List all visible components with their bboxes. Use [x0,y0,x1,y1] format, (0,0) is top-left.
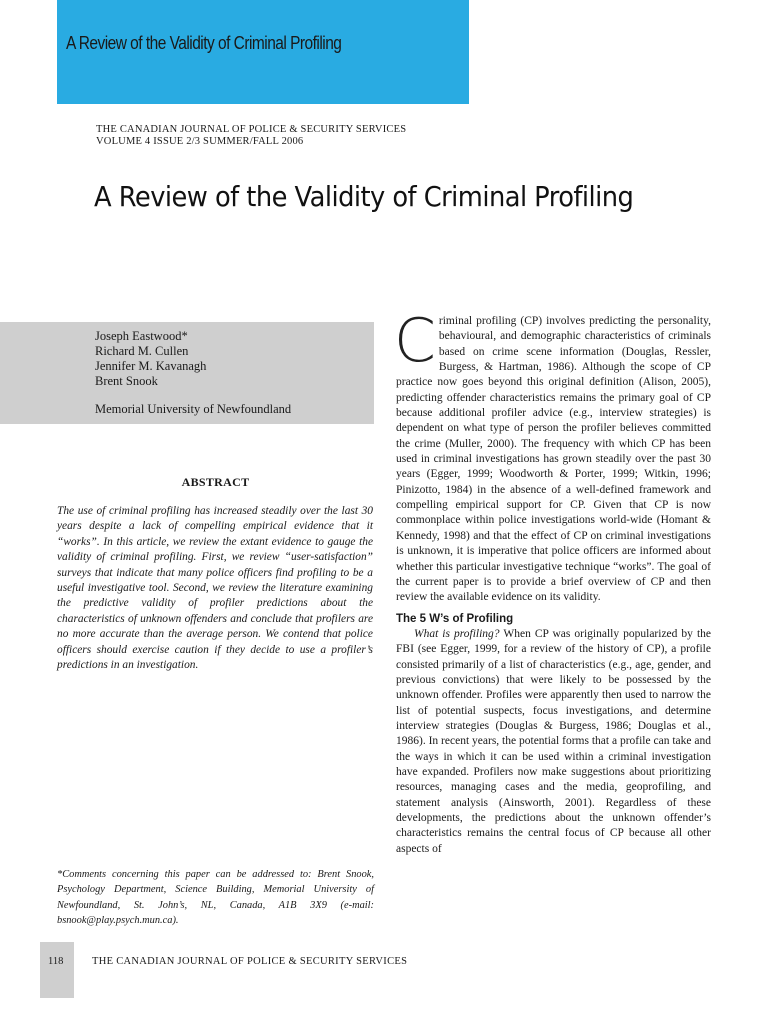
footer-page-box [40,942,74,998]
section-heading: The 5 W’s of Profiling [396,612,514,625]
footer-journal-name: THE CANADIAN JOURNAL OF POLICE & SECURITY SERVICES [92,956,408,967]
page-number: 118 [48,956,64,967]
author-name: Jennifer M. Kavanagh [95,359,207,373]
author-box [0,322,374,424]
author-name: Brent Snook [95,374,158,388]
running-title: A Review of the Validity of Criminal Profiling [66,33,342,53]
section-paragraph [396,627,711,857]
abstract-heading: ABSTRACT [181,475,250,489]
article-title: A Review of the Validity of Criminal Profiling [94,180,634,213]
journal-name: THE CANADIAN JOURNAL OF POLICE & SECURITY SERVICES [96,124,407,135]
author-name: Richard M. Cullen [95,344,189,358]
journal-info [96,124,406,148]
run-in-heading: What is profiling? [414,627,500,640]
journal-issue: VOLUME 4 ISSUE 2/3 SUMMER/FALL 2006 [96,136,304,147]
affiliation: Memorial University of Newfoundland [95,402,292,416]
abstract-text: The use of criminal profiling has increased steadily over the last 30 years despite a lack of compelling empirical evidence that it “works”. In this article, we review the extant evidence to gauge the validity of criminal profiling. First, we review “user-satisfaction” surveys that indicate that many police officers find profiling to be a useful investigative tool. Second, we review the literature examining the predictive validity of profiler predictions about the characteristics of unknown offenders and conclude that profilers are no more accurate than the average person. We contend that police officers should exercise caution if they decide to use a profiler’s predictions in an investigation. [57,505,373,672]
header-banner [57,0,469,104]
drop-cap: C [394,306,436,376]
section-text: When CP was originally popularized by the FBI (see Egger, 1999, for a review of the history of CP), a profile consisted primarily of a list of characteristics (e.g., age, gender, and previous convictions) that were likely to be possessed by the unknown offender. Profiles were apparently then used to narrow the list of potential suspects, focus investigations, and determine interview strategies (Douglas & Burgess, 1986; Douglas et al., 1986). In recent years, the potential forms that a profile can take and the ways in which it can be used within a criminal investigation have expanded. Profilers now make suggestions about prioritizing resources, managing cases and the media, geoprofiling, and statement analysis (Ainsworth, 2001). Regardless of these developments, the predictions about the unknown offender’s characteristics remains the central focus of CP because all other aspects of [396,627,711,855]
intro-text: riminal profiling (CP) involves predicting the personality, behavioural, and demographic characteristics of criminals based on crime scene information (Douglas, Ressler, Burgess, & Hartman, 1986). Although the scope of CP practice now goes beyond this original definition (Alison, 2005), predicting offender characteristics remains the primary goal of CP because additional profiler advice (e.g., interview strategies) is dependent on what type of person the profiler believes committed the crime (Muller, 2000). The frequency with which CP has been used in criminal investigations has grown steadily over the past 30 years (Egger, 1999; Woodworth & Porter, 1999; Witkin, 1996; Pinizotto, 1984) in the absence of a well-defined framework and compelling empirical support for CP. Given that CP is now commonplace within police investigations world-wide (Homant & Kennedy, 1998) and that the effect of CP on criminal investigations is unknown, it is imperative that police officers are informed about whether this particular investigative technique “works”. The goal of the current paper is to provide a brief overview of CP and then review the available evidence on its validity. [396,315,711,604]
intro-paragraph [394,306,711,606]
body-column [394,306,711,857]
author-list [95,329,206,389]
author-name: Joseph Eastwood* [95,329,188,343]
correspondence-footnote: *Comments concerning this paper can be addressed to: Brent Snook, Psychology Department, Science Building, Memorial University of Newfoundland, St. John’s, NL, Canada, A1B 3X9 (e-mail: bsnook@play.psych.mun.ca). [57,869,374,926]
